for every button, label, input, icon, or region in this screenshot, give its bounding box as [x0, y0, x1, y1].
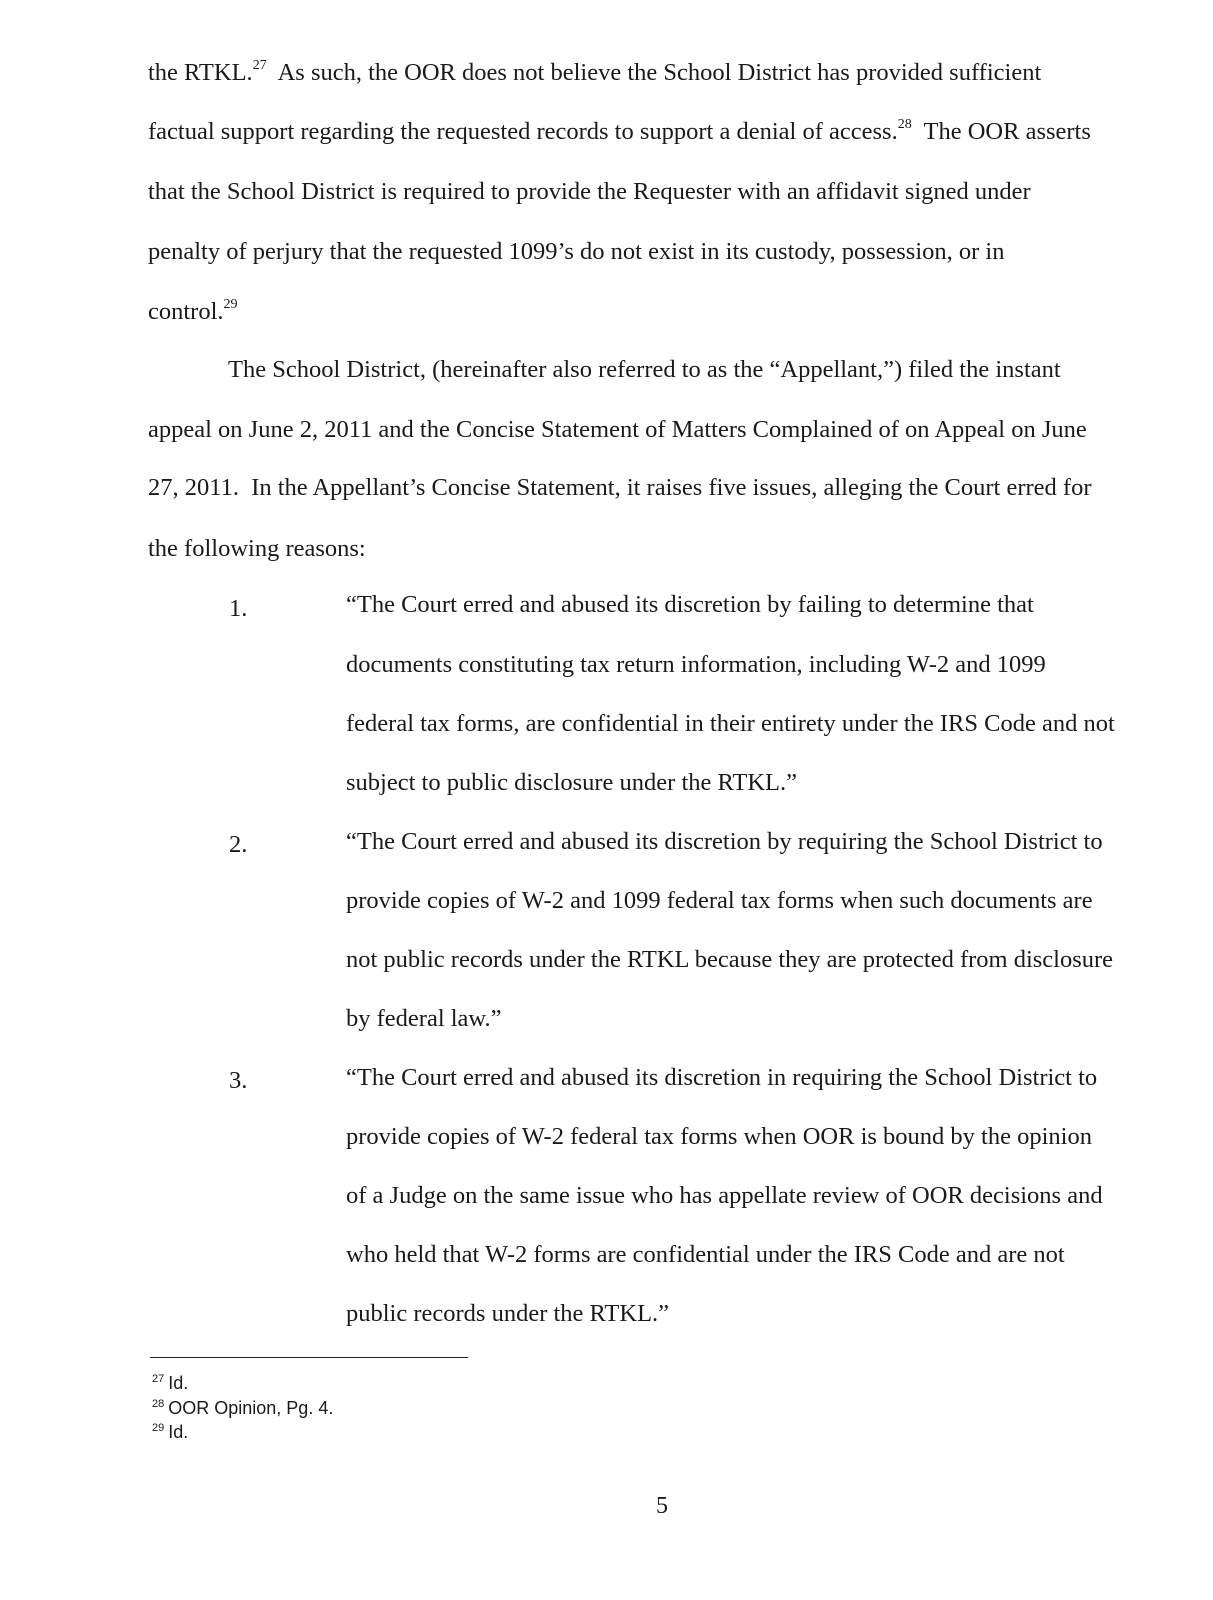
page-number: 5 — [656, 1493, 668, 1519]
footnote-ref: 28 — [897, 117, 912, 132]
footnote-ref: 29 — [223, 297, 238, 312]
body-line: The School District, (hereinafter also referred to as the “Appellant,”) filed the instant — [228, 356, 1061, 383]
item-line: federal tax forms, are confidential in their entirety under the IRS Code and not — [346, 710, 1115, 737]
item-line: “The Court erred and abused its discretion in requiring the School District to — [346, 1064, 1098, 1091]
footnote-divider — [150, 1357, 468, 1358]
item-number: 2. — [229, 831, 248, 858]
body-line: control.$^{29}$ — [148, 297, 238, 325]
item-line: subject to public disclosure under the RTKL.” — [346, 769, 797, 796]
body-line: penalty of perjury that the requested 1099’s do not exist in its custody, possession, or in — [148, 238, 1005, 265]
item-line: public records under the RTKL.” — [346, 1300, 670, 1327]
item-number: 1. — [229, 595, 248, 622]
item-line: “The Court erred and abused its discretion by requiring the School District to — [346, 828, 1103, 855]
footnote-ref: 27 — [252, 58, 267, 73]
body-line: that the School District is required to provide the Requester with an affidavit signed under — [148, 178, 1031, 205]
footnote: $^{29}$ Id. — [152, 1422, 189, 1442]
item-number: 3. — [229, 1067, 248, 1094]
footnote: $^{27}$ Id. — [152, 1373, 189, 1393]
item-line: provide copies of W-2 and 1099 federal tax forms when such documents are — [346, 887, 1093, 914]
body-line: 27, 2011. In the Appellant’s Concise Statement, it raises five issues, alleging the Court erred for — [148, 474, 1092, 501]
footnote: $^{28}$ OOR Opinion, Pg. 4. — [152, 1398, 334, 1418]
item-line: of a Judge on the same issue who has appellate review of OOR decisions and — [346, 1182, 1103, 1209]
item-line: not public records under the RTKL because they are protected from disclosure — [346, 946, 1114, 973]
item-line: who held that W-2 forms are confidential under the IRS Code and are not — [346, 1241, 1065, 1268]
body-line: the RTKL.$^{27}$ As such, the OOR does not believe the School District has provided sufficient — [148, 58, 1042, 86]
item-line: documents constituting tax return information, including W-2 and 1099 — [346, 651, 1046, 678]
item-line: provide copies of W-2 federal tax forms when OOR is bound by the opinion — [346, 1123, 1092, 1150]
body-line: the following reasons: — [148, 535, 366, 562]
item-line: “The Court erred and abused its discretion by failing to determine that — [346, 591, 1034, 618]
body-line: factual support regarding the requested records to support a denial of access.$^{28}$ The OOR asserts — [148, 117, 1091, 145]
item-line: by federal law.” — [346, 1005, 502, 1032]
body-line: appeal on June 2, 2011 and the Concise Statement of Matters Complained of on Appeal on June — [148, 416, 1087, 443]
